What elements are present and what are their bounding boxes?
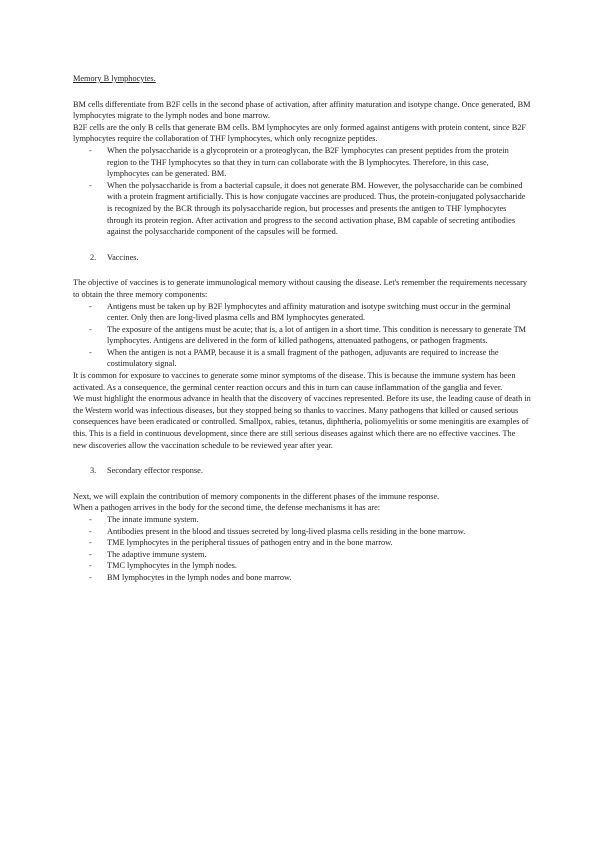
list-item: - When the polysaccharide is from a bacterial capsule, it does not generate BM. However, the polysaccharide can be combined with a protein fragment artificially. This is how conjugate vaccines are produced. Thus, the protein-conjugated polysaccharide is recognized by the BCR through its polysaccharide region, but processes and presents the antigen to THF lymphocytes through its protein region. After activation and progress to the second activation phase, BM capable of secreting antibodies against the polysaccharide component of the capsules will be formed.: [89, 180, 526, 237]
list-marker: -: [89, 572, 92, 582]
secondary-list: [73, 514, 531, 584]
list-marker: -: [89, 347, 92, 357]
vaccines-list: [73, 301, 531, 371]
list-item: - TMC lymphocytes in the lymph nodes.: [89, 561, 237, 571]
list-marker: -: [89, 549, 92, 559]
section-number: 3.: [90, 466, 97, 476]
list-item: - Antibodies present in the blood and tissues secreted by long-lived plasma cells residing in the bone marrow.: [89, 526, 466, 536]
list-marker: -: [89, 526, 92, 536]
section-heading-secondary-response: [73, 465, 531, 477]
list-marker: -: [89, 538, 92, 548]
intro-paragraph-1: BM cells differentiate from B2F cells in the second phase of activation, after affinity maturation and isotype change. Once generated, BM lymphocytes migrate to the lymph nodes and bone marrow.: [73, 99, 531, 121]
list-marker: -: [89, 145, 92, 155]
document-title: Memory B lymphocytes.: [73, 74, 156, 83]
intro-paragraph-2: B2F cells are the only B cells that generate BM cells. BM lymphocytes are only formed against antigens with protein content, since B2F lymphocytes require the collaboration of THF lymphocytes, which only recognize peptides.: [73, 122, 527, 144]
list-marker: -: [89, 324, 92, 334]
vaccines-paragraph-1: The objective of vaccines is to generate immunological memory without causing the disease. Let's remember the requirements necessary to obtain the three memory components:: [73, 278, 527, 299]
list-marker: -: [89, 180, 92, 190]
document-body: [73, 73, 531, 584]
intro-list: [73, 145, 531, 238]
section-title: Secondary effector response.: [107, 466, 203, 476]
secondary-paragraph-2: When a pathogen arrives in the body for the second time, the defense mechanisms it has are:: [73, 503, 381, 513]
list-marker: -: [89, 515, 92, 524]
list-item: - TME lymphocytes in the peripheral tissues of pathogen entry and in the bone marrow.: [89, 538, 393, 548]
list-item: - Antigens must be taken up by B2F lymphocytes and affinity maturation and isotype switching must occur in the germinal center. Only then are long-lived plasma cells and BM lymphocytes generated.: [89, 301, 511, 323]
section-title: Vaccines.: [107, 252, 139, 262]
list-item: - The innate immune system.: [89, 515, 199, 524]
list-item: - The adaptive immune system.: [89, 549, 207, 559]
vaccines-paragraph-3: We must highlight the enormous advance in health that the discovery of vaccines represented. Before its use, the leading cause of death in the Western world was infectious diseases, but they stopped being so thanks to vaccines. Many pathogens that killed or caused serious consequences have been eradicated or controlled. Smallpox, rabies, tetanus, diphtheria, poliomyelitis or some meningitis are examples of this. This is a field in continuous development, since there are still serious diseases against which there are no effective vaccines. The new discoveries allow the vaccination schedule to be reviewed year after year.: [73, 394, 531, 450]
list-marker: -: [89, 301, 92, 311]
section-number: 2.: [90, 252, 97, 262]
list-item: - When the polysaccharide is a glycoprotein or a proteoglycan, the B2F lymphocytes can present peptides from the protein region to the THF lymphocytes so that they in turn can collaborate with the B lymphocytes. Therefore, in this case, lymphocytes can be generated. BM.: [89, 145, 509, 179]
vaccines-paragraph-2: It is common for exposure to vaccines to generate some minor symptoms of the disease. This is because the immune system has been activated. As a consequence, the germinal center reaction occurs and this in turn can cause inflammation of the ganglia and fever.: [73, 371, 516, 392]
list-item: - The exposure of the antigens must be acute; that is, a lot of antigen in a short time. This condition is necessary to generate TM lymphocytes. Antigens are delivered in the form of killed pathogens, attenuated pathogens, or pathogen fragments.: [89, 324, 527, 346]
list-item: - BM lymphocytes in the lymph nodes and bone marrow.: [89, 572, 292, 582]
section-heading-vaccines: [73, 252, 531, 264]
list-item: - When the antigen is not a PAMP, because it is a small fragment of the pathogen, adjuvants are required to increase the costimulatory signal.: [89, 347, 499, 369]
secondary-paragraph-1: Next, we will explain the contribution of memory components in the different phases of the immune response.: [73, 491, 440, 501]
list-marker: -: [89, 561, 92, 571]
